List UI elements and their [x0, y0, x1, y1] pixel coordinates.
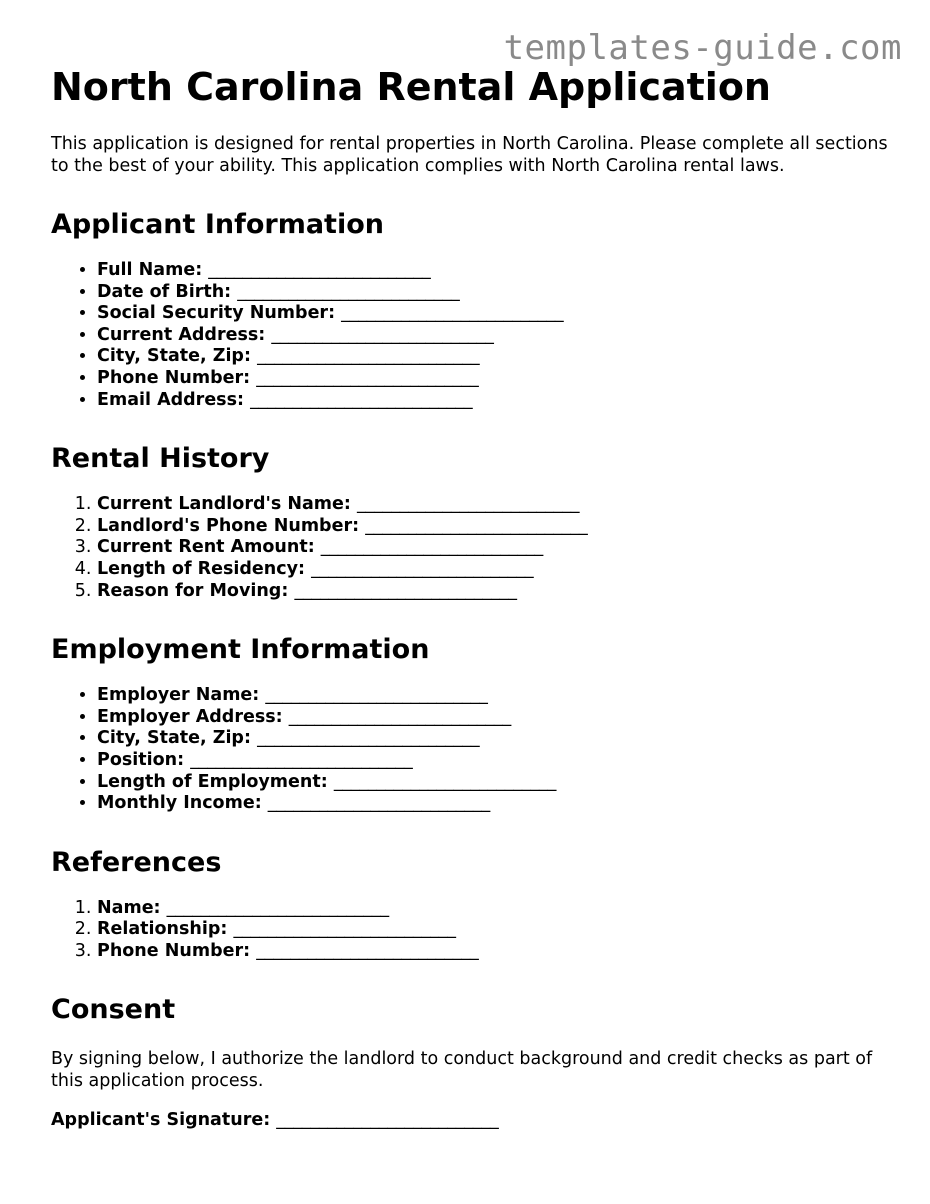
field-label: Reason for Moving: — [97, 580, 289, 601]
field-label: Length of Employment: — [97, 771, 328, 792]
applicant-field-list — [51, 260, 891, 411]
fill-in-blank[interactable]: __________________________ — [190, 749, 413, 770]
field-label: Date of Birth: — [97, 281, 232, 302]
field-monthly-income — [97, 793, 891, 815]
references-field-list — [51, 898, 891, 963]
page-title: North Carolina Rental Application — [51, 65, 771, 109]
section-heading-rental-history: Rental History — [51, 443, 270, 475]
fill-in-blank[interactable]: __________________________ — [320, 537, 544, 558]
field-label: City, State, Zip: — [97, 346, 251, 367]
field-employer-name — [97, 685, 891, 707]
document-page — [51, 62, 891, 1132]
field-label: Phone Number: — [97, 940, 251, 961]
field-label: Current Address: — [97, 324, 266, 345]
fill-in-blank[interactable]: __________________________ — [233, 919, 456, 940]
fill-in-blank[interactable]: __________________________ — [311, 558, 534, 579]
fill-in-blank[interactable]: __________________________ — [208, 260, 431, 280]
field-email-address — [97, 390, 891, 412]
field-label: Name: — [97, 897, 161, 918]
fill-in-blank[interactable]: __________________________ — [365, 515, 588, 536]
field-label: Full Name: — [97, 260, 203, 280]
field-label: Monthly Income: — [97, 793, 262, 814]
fill-in-blank[interactable]: __________________________ — [357, 494, 580, 515]
field-label: Landlord's Phone Number: — [97, 515, 360, 536]
field-label: Relationship: — [97, 919, 228, 940]
signature-line — [51, 1110, 891, 1132]
field-label: Current Landlord's Name: — [97, 494, 351, 515]
field-label: Social Security Number: — [97, 303, 336, 324]
field-city-state-zip — [97, 346, 891, 368]
fill-in-blank[interactable]: __________________________ — [341, 303, 564, 324]
field-label: Phone Number: — [97, 367, 251, 388]
field-label: City, State, Zip: — [97, 728, 251, 749]
field-ssn — [97, 303, 891, 325]
consent-paragraph: By signing below, I authorize the landlord to conduct background and credit checks as part of this application process. — [51, 1049, 873, 1091]
fill-in-blank[interactable]: __________________________ — [256, 940, 479, 961]
signature-label: Applicant's Signature: — [51, 1110, 271, 1131]
signature-blank[interactable]: __________________________ — [276, 1110, 499, 1131]
field-label: Employer Name: — [97, 685, 260, 706]
fill-in-blank[interactable]: __________________________ — [166, 897, 389, 918]
field-phone-number — [97, 368, 891, 390]
fill-in-blank[interactable]: __________________________ — [257, 728, 480, 749]
fill-in-blank[interactable]: __________________________ — [333, 771, 557, 792]
employment-field-list — [51, 685, 891, 815]
field-label: Length of Residency: — [97, 558, 306, 579]
field-position — [97, 750, 891, 772]
rental-history-field-list — [51, 494, 891, 602]
field-label: Position: — [97, 749, 185, 770]
fill-in-blank[interactable]: __________________________ — [257, 346, 480, 367]
fill-in-blank[interactable]: __________________________ — [288, 706, 512, 727]
field-label: Email Address: — [97, 389, 245, 410]
fill-in-blank[interactable]: __________________________ — [271, 324, 494, 345]
field-landlord-phone — [97, 516, 891, 538]
field-date-of-birth — [97, 282, 891, 304]
field-current-address — [97, 325, 891, 347]
fill-in-blank[interactable]: __________________________ — [237, 281, 460, 302]
section-heading-consent: Consent — [51, 994, 176, 1026]
section-heading-applicant: Applicant Information — [51, 209, 384, 240]
field-current-rent — [97, 537, 891, 559]
field-landlord-name — [97, 494, 891, 516]
field-full-name — [97, 260, 891, 282]
section-heading-references: References — [51, 846, 222, 878]
field-length-of-residency — [97, 559, 891, 581]
watermark: templates-guide.com — [503, 28, 902, 68]
section-heading-employment: Employment Information — [51, 634, 430, 666]
fill-in-blank[interactable]: __________________________ — [267, 793, 491, 814]
fill-in-blank[interactable]: __________________________ — [250, 389, 473, 410]
fill-in-blank[interactable]: __________________________ — [256, 367, 479, 388]
field-label: Employer Address: — [97, 706, 283, 727]
fill-in-blank[interactable]: __________________________ — [294, 580, 517, 601]
intro-paragraph: This application is designed for rental properties in North Carolina. Please complete all sections to the best of your ability. This application complies with North Carolina rental laws. — [51, 134, 888, 176]
field-label: Current Rent Amount: — [97, 537, 315, 558]
field-reference-relationship — [97, 919, 891, 941]
field-reference-phone — [97, 941, 891, 963]
field-employer-address — [97, 707, 891, 729]
field-reference-name — [97, 898, 891, 920]
fill-in-blank[interactable]: __________________________ — [265, 685, 488, 706]
field-reason-for-moving — [97, 581, 891, 603]
field-employer-city-state-zip — [97, 728, 891, 750]
field-length-of-employment — [97, 772, 891, 794]
